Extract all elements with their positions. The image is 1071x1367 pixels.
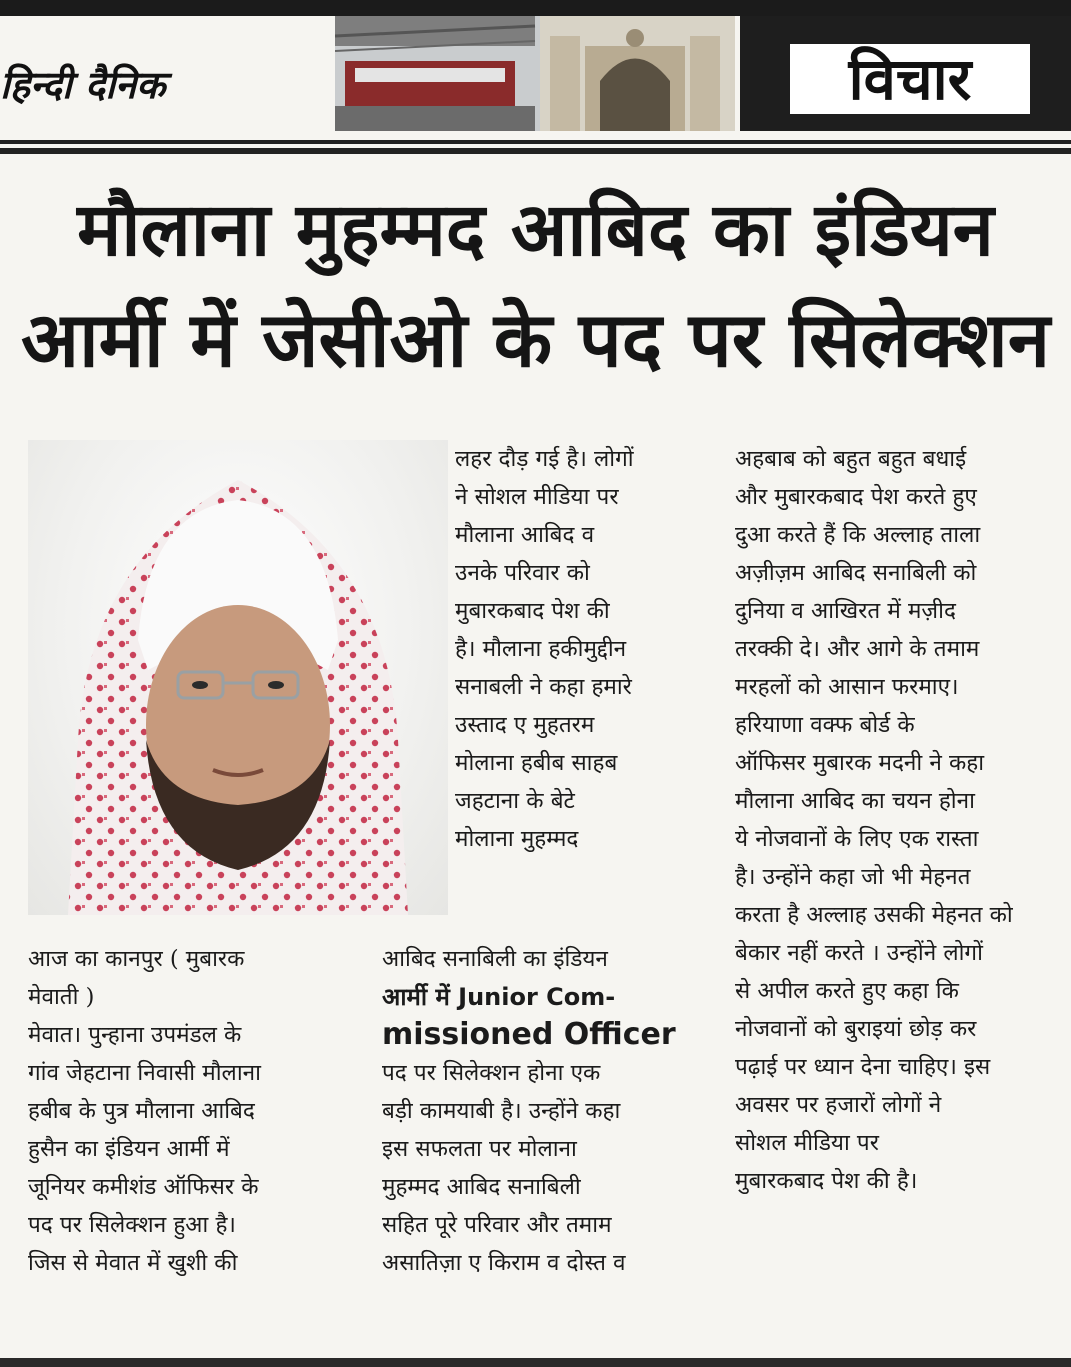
text-line: उस्ताद ए मुहतरम [455,712,595,738]
text-line: दुआ करते हैं कि अल्लाह ताला [735,522,981,548]
text-line: अवसर पर हजारों लोगों ने [735,1092,942,1118]
text-line: सनाबली ने कहा हमारे [455,674,632,700]
header-photo-graphic [335,16,735,131]
text-line: करता है अल्लाह उसकी मेहनत को [735,902,1013,928]
text-line: जहटाना के बेटे [455,788,575,814]
text-line: मुबारकबाद पेश की है। [735,1168,918,1194]
text-line: असातिज़ा ए किराम व दोस्त व [382,1250,626,1276]
text-line: सहित पूरे परिवार और तमाम [382,1212,612,1238]
article-column-2-top [455,440,725,858]
text-line: ऑफिसर मुबारक मदनी ने कहा [735,750,985,776]
text-line: जूनियर कमीशंड ऑफिसर के [28,1174,259,1200]
article-column-1 [28,940,368,1282]
text-line: हबीब के पुत्र मौलाना आबिद [28,1098,255,1124]
text-line: ने सोशल मीडिया पर [455,484,619,510]
text-line: मेवात। पुन्हाना उपमंडल के [28,1022,242,1048]
text-line: है। उन्होंने कहा जो भी मेहनत [735,864,971,890]
text-line: अहबाब को बहुत बहुत बधाई [735,446,967,472]
text-line: हरियाणा वक्फ बोर्ड के [735,712,915,738]
text-line: मोलाना मुहम्मद [455,826,579,852]
headline-line-2: आर्मी में जेसीओ के पद पर सिलेक्शन [20,295,1051,384]
text-line: से अपील करते हुए कहा कि [735,978,959,1004]
bottom-rule [0,1358,1071,1367]
text-line: उनके परिवार को [455,560,590,586]
top-border [0,0,1071,16]
text-line: पद पर सिलेक्शन होना एक [382,1060,601,1086]
text-line: पद पर सिलेक्शन हुआ है। [28,1212,236,1238]
portrait-photo [28,440,448,915]
byline: आज का कानपुर ( मुबारक [28,946,245,972]
article-column-2-bottom [382,940,722,1282]
text-line: है। मौलाना हकीमुद्दीन [455,636,627,662]
text-line: आबिद सनाबिली का इंडियन [382,946,608,972]
text-line: पढ़ाई पर ध्यान देना चाहिए। इस [735,1054,991,1080]
portrait-graphic [28,440,448,915]
text-line: बड़ी कामयाबी है। उन्होंने कहा [382,1098,621,1124]
text-line: जिस से मेवात में खुशी की [28,1250,238,1276]
text-line: मोलाना हबीब साहब [455,750,618,776]
text-line: आर्मी में Junior Com- [382,983,616,1011]
text-line: इस सफलता पर मोलाना [382,1136,577,1162]
text-line: हुसैन का इंडियन आर्मी में [28,1136,230,1162]
header-photo [335,16,735,131]
section-label: विचार [790,44,1030,114]
masthead-title: हिन्दी दैनिक [0,62,166,107]
text-line: बेकार नहीं करते । उन्होंने लोगों [735,940,983,966]
text-line: दुनिया व आखिरत में मज़ीद [735,598,956,624]
byline: मेवाती ) [28,984,95,1010]
text-line: लहर दौड़ गई है। लोगों [455,446,634,472]
header-rule-thin [0,140,1071,144]
text-line: गांव जेहटाना निवासी मौलाना [28,1060,261,1086]
page-header [0,16,1071,138]
text-line: ये नोजवानों के लिए एक रास्ता [735,826,979,852]
text-line: नोजवानों को बुराइयां छोड़ कर [735,1016,977,1042]
text-line: missioned Officer [382,1017,676,1052]
text-line: सोशल मीडिया पर [735,1130,879,1156]
text-line: मुहम्मद आबिद सनाबिली [382,1174,581,1200]
text-line: मौलाना आबिद का चयन होना [735,788,975,814]
text-line: मौलाना आबिद व [455,522,595,548]
headline [0,175,1071,395]
article-column-3 [735,440,1065,1200]
text-line: और मुबारकबाद पेश करते हुए [735,484,977,510]
text-line: मुबारकबाद पेश की [455,598,610,624]
headline-line-1: मौलाना मुहम्मद आबिद का इंडियन [77,187,994,273]
text-line: अज़ीज़म आबिद सनाबिली को [735,560,977,586]
header-rule-thick [0,148,1071,154]
text-line: तरक्की दे। और आगे के तमाम [735,636,980,662]
text-line: मरहलों को आसान फरमाए। [735,674,959,700]
